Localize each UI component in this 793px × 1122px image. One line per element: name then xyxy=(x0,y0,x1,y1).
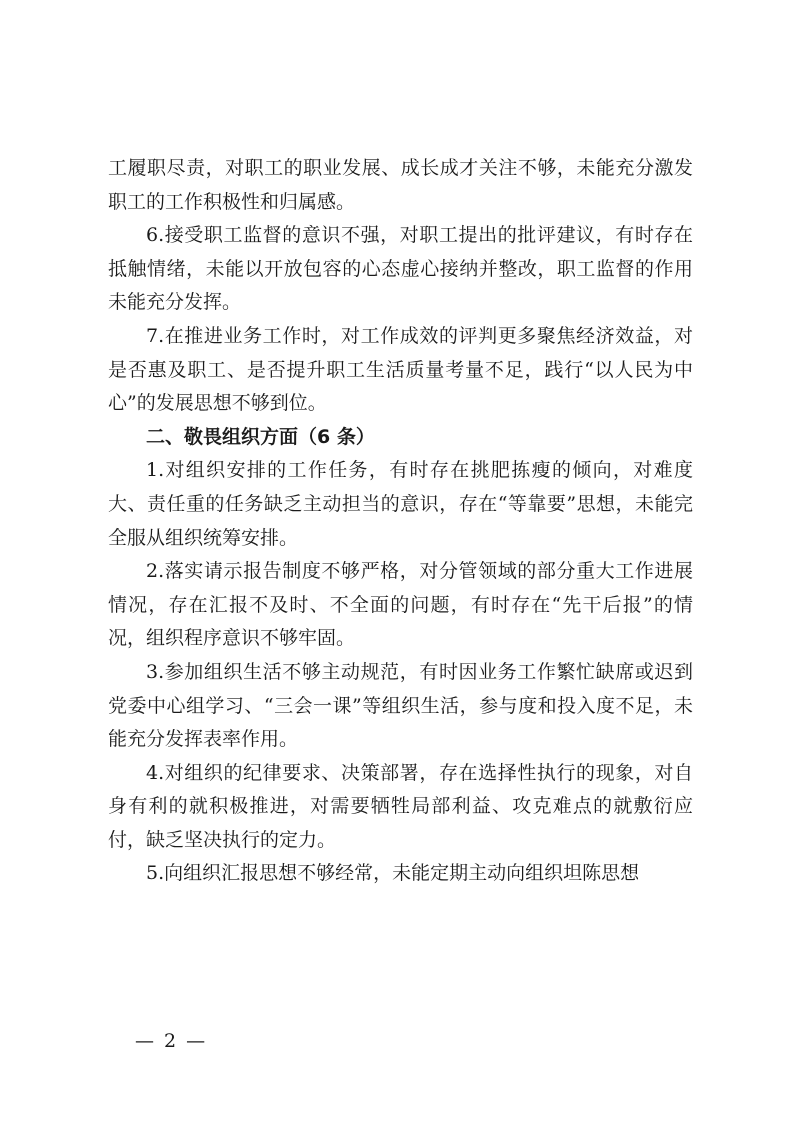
paragraph-item-7: 7.在推进业务工作时，对工作成效的评判更多聚焦经济效益，对是否惠及职工、是否提升职工生活质量考量不足，践行“以人民为中心”的发展思想不够到位。 xyxy=(108,324,693,415)
paragraph-org-item-4: 4.对组织的纪律要求、决策部署，存在选择性执行的现象，对自身有利的就积极推进，对需要牺牲局部利益、攻克难点的就敷衍应付，缺乏坚决执行的定力。 xyxy=(108,761,693,851)
paragraph-org-item-1: 1.对组织安排的工作任务，有时存在挑肥拣瘦的倾向，对难度大、责任重的任务缺乏主动担当的意识，存在“等靠要”思想，未能完全服从组织统筹安排。 xyxy=(108,459,693,549)
paragraph-org-item-3: 3.参加组织生活不够主动规范，有时因业务工作繁忙缺席或迟到党委中心组学习、“三会一课”等组织生活，参与度和投入度不足，未能充分发挥表率作用。 xyxy=(108,660,693,751)
paragraph-org-item-2: 2.落实请示报告制度不够严格，对分管领域的部分重大工作进展情况，存在汇报不及时、不全面的问题，有时存在“先干后报”的情况，组织程序意识不够牢固。 xyxy=(108,560,693,650)
section-heading: 二、敬畏组织方面（6 条） xyxy=(146,425,375,448)
page-number: — 2 — xyxy=(135,1030,208,1052)
paragraph-item-6: 6.接受职工监督的意识不强，对职工提出的批评建议，有时存在抵触情绪，未能以开放包容的心态虚心接纳并整改，职工监督的作用未能充分发挥。 xyxy=(108,224,693,314)
document-body xyxy=(108,152,693,891)
paragraph-org-item-5: 5.向组织汇报思想不够经常，未能定期主动向组织坦陈思想 xyxy=(146,862,640,885)
paragraph-continued: 工履职尽责，对职工的职业发展、成长成才关注不够，未能充分激发职工的工作积极性和归属感。 xyxy=(108,157,693,213)
